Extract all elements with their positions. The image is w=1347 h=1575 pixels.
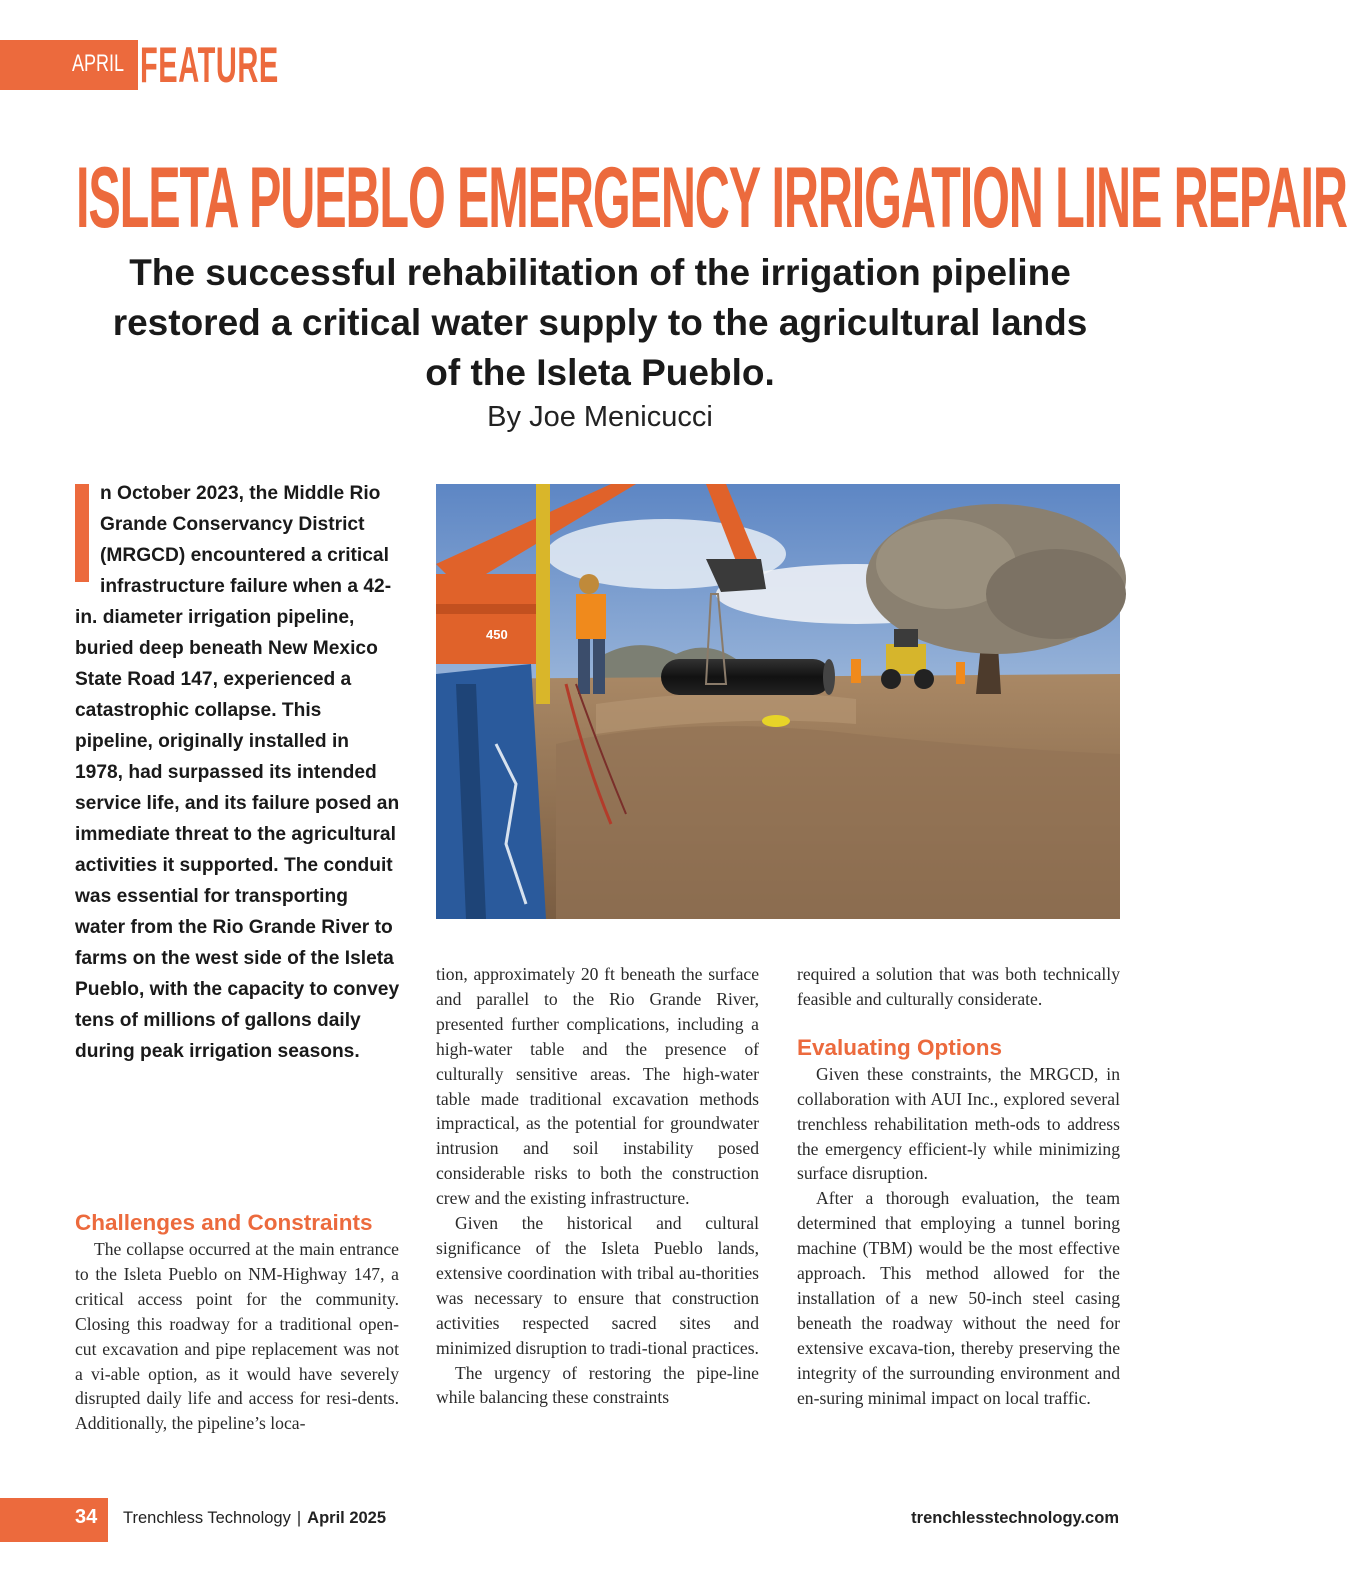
article-byline: By Joe Menicucci <box>487 401 713 433</box>
publication-name: Trenchless Technology <box>123 1509 291 1527</box>
section-heading-evaluating: Evaluating Options <box>797 1034 1003 1060</box>
column-3 <box>797 962 1120 1411</box>
excavator-model-label: 450 <box>486 627 508 642</box>
section-name: FEATURE <box>140 37 279 93</box>
section-heading-challenges: Challenges and Constraints <box>75 1210 373 1235</box>
footer-separator: | <box>296 1509 302 1527</box>
drop-cap <box>75 484 89 582</box>
body-paragraph: tion, approximately 20 ft beneath the surface and parallel to the Rio Grande River, presented further complications, including a high-water table and the presence of culturally sensitive areas. The high-water table made traditional excavation methods impractical, as the potential for groundwater intrusion and soil instability posed considerable risks to both the construction crew and the existing infrastructure. <box>436 964 759 1209</box>
body-paragraph: Given these constraints, the MRGCD, in collaboration with AUI Inc., explored several trenchless rehabilitation meth-ods to address the emergency efficient-ly while minimizing surface disruption. <box>797 1063 1120 1184</box>
body-paragraph: The collapse occurred at the main entrance to the Isleta Pueblo on NM-Highway 147, a critical access point for the community. Closing this roadway for a traditional open-cut excavation and pipe replacement was not a vi-able option, as it would have severely disrupted daily life and access for resi-dents. Additionally, the pipeline’s loca- <box>75 1239 399 1434</box>
website-link[interactable]: trenchlesstechnology.com <box>911 1509 1119 1527</box>
body-paragraph: required a solution that was both technically feasible and culturally considerate. <box>797 964 1120 1009</box>
column-2 <box>436 962 759 1410</box>
body-paragraph: After a thorough evaluation, the team determined that employing a tunnel boring machine (TBM) would be the most effective approach. This method allowed for the installation of a new 50-inch steel casing beneath the roadway without the need for extensive excava-tion, thereby preserving the integrity of the surrounding environment and en-suring minimal impact on local traffic. <box>797 1188 1120 1408</box>
body-paragraph: The urgency of restoring the pipe-line while balancing these constraints <box>436 1362 759 1408</box>
section-month: APRIL <box>72 50 125 77</box>
lead-paragraph <box>75 478 400 1067</box>
article-deck: The successful rehabilitation of the irrigation pipeline restored a critical water supply to the agricultural lands of the Isleta Pueblo. <box>112 252 1088 393</box>
column-1-lower <box>75 1209 399 1436</box>
footer-publication <box>123 1509 386 1528</box>
issue-date: April 2025 <box>307 1509 387 1527</box>
lead-text: n October 2023, the Middle Rio Grande Conservancy District (MRGCD) encountered a critical infrastructure failure when a 42-in. diameter irrigation pipeline, buried deep beneath New Mexico State Road 147, experienced a catastrophic collapse. This pipeline, originally installed in 1978, had surpassed its intended service life, and its failure posed an immediate threat to the agricultural activities it supported. The conduit was essential for transporting water from the Rio Grande River to farms on the west side of the Isleta Pueblo, with the capacity to convey tens of millions of gallons daily during peak irrigation seasons. <box>75 483 400 1062</box>
body-paragraph: Given the historical and cultural significance of the Isleta Pueblo lands, extensive coordination with tribal au-thorities was necessary to ensure that construction activities respected sacred sites and minimized disruption to tradi-tional practices. <box>436 1213 759 1358</box>
construction-site-photo <box>436 484 1120 919</box>
article-headline: ISLETA PUEBLO EMERGENCY IRRIGATION LINE REPAIR <box>76 150 1347 246</box>
page-number: 34 <box>75 1506 98 1528</box>
